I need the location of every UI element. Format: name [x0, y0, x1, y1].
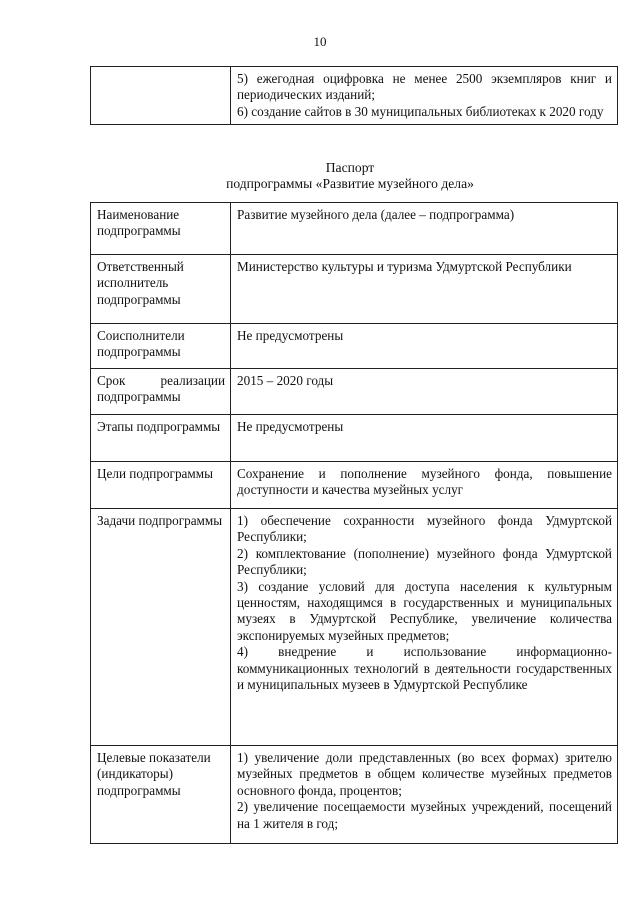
label-goals: Цели подпрограммы	[91, 462, 231, 509]
row-term	[91, 369, 618, 415]
row-goals	[91, 462, 618, 509]
task-item-1: 1) обеспечение сохранности музейного фонда Удмуртской Республики;	[237, 513, 612, 545]
passport-table	[90, 202, 618, 844]
row-responsible	[91, 255, 618, 324]
label-responsible: Ответственный исполнитель подпрограммы	[91, 255, 231, 324]
value-stages: Не предусмотрены	[231, 415, 618, 462]
passport-subtitle: подпрограммы «Развитие музейного дела»	[226, 176, 474, 191]
value-name: Развитие музейного дела (далее – подпрограмма)	[231, 203, 618, 255]
row-stages	[91, 415, 618, 462]
continuation-value-cell	[231, 67, 618, 125]
label-stages: Этапы подпрограммы	[91, 415, 231, 462]
value-coexecutors: Не предусмотрены	[231, 324, 618, 369]
row-tasks	[91, 509, 618, 746]
label-indicators: Целевые показатели (индикаторы) подпрограммы	[91, 746, 231, 844]
task-item-3: 3) создание условий для доступа населения к культурным ценностям, находящимся в государственных и муниципальных музеях в Удмуртской Республике, увеличение количества экспонируемых музейных предметов;	[237, 578, 612, 643]
continuation-item-5: 5) ежегодная оцифровка не менее 2500 экземпляров книг и периодических изданий;	[237, 71, 612, 103]
continuation-table	[90, 66, 618, 125]
continuation-empty-cell	[91, 67, 231, 125]
label-name: Наименование подпрограммы	[91, 203, 231, 255]
label-coexecutors: Соисполнители подпрограммы	[91, 324, 231, 369]
passport-title: Паспорт	[325, 160, 375, 175]
task-item-4: 4) внедрение и использование информационно-коммуникационных технологий в деятельности государственных и муниципальных музеев в Удмуртской Республике	[237, 644, 612, 693]
value-indicators	[231, 746, 618, 844]
row-indicators	[91, 746, 618, 844]
continuation-row	[91, 67, 618, 125]
row-coexecutors	[91, 324, 618, 369]
row-name	[91, 203, 618, 255]
value-responsible: Министерство культуры и туризма Удмуртской Республики	[231, 255, 618, 324]
continuation-item-6: 6) создание сайтов в 30 муниципальных библиотеках к 2020 году	[237, 103, 604, 119]
page-number: 10	[313, 34, 327, 49]
value-tasks	[231, 509, 618, 746]
label-tasks: Задачи подпрограммы	[91, 509, 231, 746]
passport-heading	[0, 160, 640, 192]
label-term: Срок реализации подпрограммы	[91, 369, 231, 415]
task-item-2: 2) комплектование (пополнение) музейного фонда Удмуртской Республики;	[237, 545, 612, 578]
indicator-item-2: 2) увеличение посещаемости музейных учреждений, посещений на 1 жителя в год;	[237, 799, 612, 831]
value-goals: Сохранение и пополнение музейного фонда, повышение доступности и качества музейных услуг	[231, 462, 618, 509]
value-term: 2015 – 2020 годы	[231, 369, 618, 415]
indicator-item-1: 1) увеличение доли представленных (во всех формах) зрителю музейных предметов в общем количестве музейных предметов основного фонда, процентов;	[237, 750, 612, 798]
